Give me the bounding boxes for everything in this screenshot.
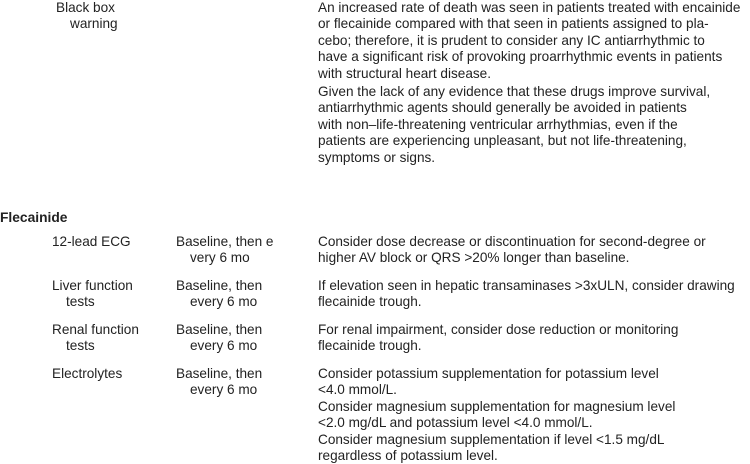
comment-line: or flecainide compared with that seen in patients assigned to pla- [318,16,709,32]
comment-line: regardless of potassium level. [318,448,498,464]
comment-line: symptoms or signs. [318,149,436,165]
comment-line: If elevation seen in hepatic transaminases >3xULN, consider drawing [318,278,735,293]
comment-line: patients are experiencing unpleasant, but not life-threatening, [318,133,687,149]
test-label-line: Electrolytes [52,366,123,381]
test-cell [56,0,176,32]
comment-line: For renal impairment, consider dose reduction or monitoring [318,322,679,337]
comment-line: with non–life-threatening ventricular arrhythmias, even if the [318,116,678,132]
test-label-line: Renal function [52,322,139,337]
comment-paragraph [318,278,748,311]
comments-cell [318,234,748,269]
comment-line: have a significant risk of provoking proarrhythmic events in patients [318,49,723,65]
frequency-line: Baseline, then [176,278,263,293]
frequency-line: Baseline, then [176,322,263,337]
test-label-line: tests [66,338,95,353]
frequency-line: very 6 mo [190,250,250,265]
comment-paragraph [318,432,748,464]
frequency-cell [176,322,311,354]
comments-cell [318,0,748,168]
comment-line: flecainide trough. [318,294,422,310]
comment-line: Given the lack of any evidence that these drugs improve survival, [318,84,711,100]
test-label-line: tests [66,294,95,309]
comment-paragraph [318,0,748,82]
comment-paragraph [318,399,748,432]
comment-line: Consider magnesium supplementation for magnesium level [318,398,676,414]
comment-line: cebo; therefore, it is prudent to consider any IC antiarrhythmic to [318,32,705,48]
comment-line: with structural heart disease. [318,65,492,81]
test-cell [52,234,172,250]
frequency-cell [176,366,311,398]
comment-line: <4.0 mmol/L. [318,382,397,398]
frequency-cell [176,278,311,310]
test-cell [52,278,172,310]
test-label-line: warning [70,16,118,31]
test-label-line: Liver function [52,278,133,293]
test-label-line: Black box [56,0,115,15]
comments-cell [318,322,748,357]
frequency-line: every 6 mo [190,382,258,397]
comments-cell [318,366,748,464]
test-cell [52,322,172,354]
comment-line: higher AV block or QRS >20% longer than baseline. [318,250,630,266]
frequency-line: Baseline, then e [176,234,274,249]
comment-paragraph [318,234,748,267]
frequency-cell [176,234,311,266]
comments-cell [318,278,748,313]
comment-line: Consider dose decrease or discontinuation for second-degree or [318,234,706,249]
comment-line: flecainide trough. [318,338,422,354]
comment-paragraph [318,84,748,166]
comment-line: antiarrhythmic agents should generally be avoided in patients [318,100,687,116]
frequency-line: every 6 mo [190,294,258,309]
frequency-line: every 6 mo [190,338,258,353]
section-heading-flecainide: Flecainide [0,210,68,225]
comment-paragraph [318,322,748,355]
test-cell [52,366,172,382]
comment-line: Consider magnesium supplementation if level <1.5 mg/dL [318,431,665,447]
comment-line: Consider potassium supplementation for potassium level [318,366,659,381]
comment-line: <2.0 mg/dL and potassium level <4.0 mmol/L. [318,415,593,431]
frequency-line: Baseline, then [176,366,263,381]
test-label-line: 12-lead ECG [52,234,131,249]
comment-line: An increased rate of death was seen in patients treated with encainide [318,0,741,15]
comment-paragraph [318,366,748,399]
